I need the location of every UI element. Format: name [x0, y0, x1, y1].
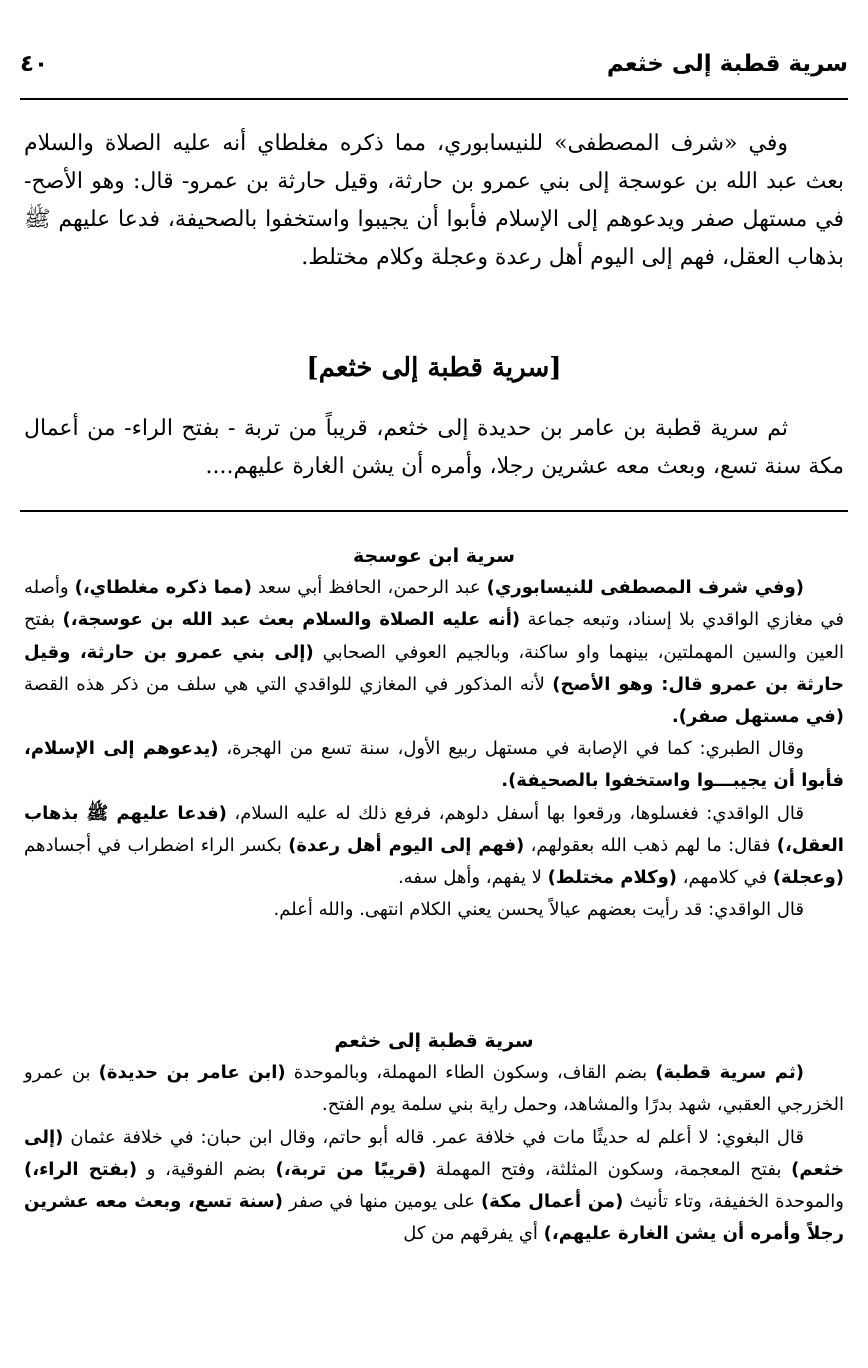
- bold-quoted-text: (وكلام مختلط): [547, 867, 677, 889]
- commentary-paragraph: [24, 1122, 844, 1251]
- commentary-text: وقال الطبري: كما في الإصابة في مستهل ربيع الأول، سنة تسع من الهجرة،: [218, 738, 804, 760]
- bold-quoted-text: (أنه عليه الصلاة والسلام بعث عبد الله بن عوسجة،): [62, 609, 521, 631]
- commentary-text: على يومين منها في صفر: [282, 1191, 481, 1213]
- bold-quoted-text: (إلى بني عمرو بن حارثة، وقيل حارثة بن عمرو قال: وهو الأصح): [24, 641, 844, 695]
- commentary-text: بفتح المعجمة، وسكون المثلثة، وفتح المهملة: [426, 1158, 792, 1180]
- commentary-text: وأصله في مغازي الواقدي بلا إسناد، وتبعه جماعة: [24, 577, 844, 631]
- commentary-heading-2: سرية قطبة إلى خثعم: [334, 1030, 534, 1052]
- commentary-paragraph: [24, 1057, 844, 1121]
- bold-quoted-text: (مما ذكره مغلطاي،): [74, 577, 252, 599]
- bold-quoted-text: (سنة تسع، وبعث معه عشرين رجلاً وأمره أن يشن الغارة عليهم،): [24, 1191, 844, 1245]
- bold-quoted-text: (ابن عامر بن حديدة): [98, 1062, 286, 1084]
- running-title: سرية قطبة إلى خثعم: [606, 51, 848, 77]
- commentary-text: أي يفرقهم من كل: [403, 1223, 544, 1245]
- main-paragraph-2: ثم سرية قطبة بن عامر بن حديدة إلى خثعم، قريباً من تربة - بفتح الراء- من أعمال مكة سنة تسع، وبعث معه عشرين رجلا، وأمره أن يشن الغارة عليهم....: [24, 416, 844, 479]
- commentary-text: لا يفهم، وأهل سفه.: [397, 867, 548, 889]
- commentary-paragraph: [24, 733, 844, 797]
- commentary-text: قال الواقدي: فغسلوها، ورقعوا بها أسفل دلوهم، فرفع ذلك له عليه السلام،: [226, 802, 804, 824]
- footnote-separator: [20, 510, 848, 512]
- header-rule: [20, 98, 848, 100]
- commentary-text: بكسر الراء اضطراب في أجسادهم: [24, 834, 289, 856]
- bold-quoted-text: (فهم إلى اليوم أهل رعدة): [288, 834, 525, 856]
- commentary-paragraph: قال الواقدي: قد رأيت بعضهم عيالاً يحسن يعني الكلام انتهى. والله أعلم.: [273, 899, 804, 921]
- bold-quoted-text: (يدعوهم إلى الإسلام، فأبوا أن يجيبـــوا واستخفوا بالصحيفة).: [24, 738, 844, 792]
- commentary-text: في كلامهم،: [677, 867, 773, 889]
- page-number: ٤٠: [20, 51, 49, 77]
- commentary-text: بضم القاف، وسكون الطاء المهملة، وبالموحدة: [285, 1062, 656, 1084]
- commentary-text: بن عمرو الخزرجي العقبي، شهد بدرًا والمشاهد، وحمل راية بني سلمة يوم الفتح.: [24, 1062, 844, 1116]
- main-text-block-2: [24, 410, 844, 486]
- commentary-text: بضم الفوقية، و: [137, 1158, 276, 1180]
- commentary-paragraph: [24, 798, 844, 895]
- bold-quoted-text: (إلى خثعم): [24, 1126, 844, 1180]
- commentary-text: قال البغوي: لا أعلم له حديثًا مات في خلافة عمر. قاله أبو حاتم، وقال ابن حبان: في خلافة عثمان: [63, 1126, 804, 1148]
- bold-quoted-text: (بفتح الراء،): [24, 1158, 138, 1180]
- commentary-text: والموحدة الخفيفة، وتاء تأنيث: [623, 1191, 844, 1213]
- bold-quoted-text: (فدعا عليهم ﷺ بذهاب العقل،): [24, 802, 844, 856]
- commentary-block-1: [24, 540, 844, 926]
- bold-quoted-text: (وعجلة): [772, 867, 844, 889]
- main-text-block: [24, 125, 844, 277]
- bold-quoted-text: (قريبًا من تربة،): [275, 1158, 427, 1180]
- bold-quoted-text: (في مستهل صفر).: [671, 706, 844, 728]
- commentary-text: بفتح العين والسين المهملتين، بينهما واو ساكنة، وبالجيم العوفي الصحابي: [24, 609, 845, 663]
- commentary-block-2: [24, 1025, 844, 1250]
- commentary-paragraph: [24, 572, 844, 733]
- bold-quoted-text: (ثم سرية قطبة): [655, 1062, 804, 1084]
- commentary-heading-1: سرية ابن عوسجة: [353, 545, 515, 567]
- main-paragraph-1: وفي «شرف المصطفى» للنيسابوري، مما ذكره مغلطاي أنه عليه الصلاة والسلام بعث عبد الله بن عوسجة إلى بني عمرو بن حارثة، وقيل حارثة بن عمرو- قال: وهو الأصح- في مستهل صفر ويدعوهم إلى الإسلام فأبوا أن يجيبوا واستخفوا بالصحيفة، فدعا عليهم ﷺ بذهاب العقل، فهم إلى اليوم أهل رعدة وعجلة وكلام مختلط.: [24, 131, 844, 270]
- section-heading: [سرية قطبة إلى خثعم]: [306, 353, 562, 383]
- bold-quoted-text: (من أعمال مكة): [480, 1191, 624, 1213]
- commentary-text: فقال: ما لهم ذهب الله بعقولهم،: [524, 834, 777, 856]
- bold-quoted-text: (وفي شرف المصطفى للنيسابوري): [486, 577, 804, 599]
- commentary-text: عبد الرحمن، الحافظ أبي سعد: [251, 577, 487, 599]
- commentary-text: لأنه المذكور في المغازي للواقدي التي هي سلف من ذكر هذه القصة: [24, 673, 553, 695]
- page-header: [20, 44, 848, 84]
